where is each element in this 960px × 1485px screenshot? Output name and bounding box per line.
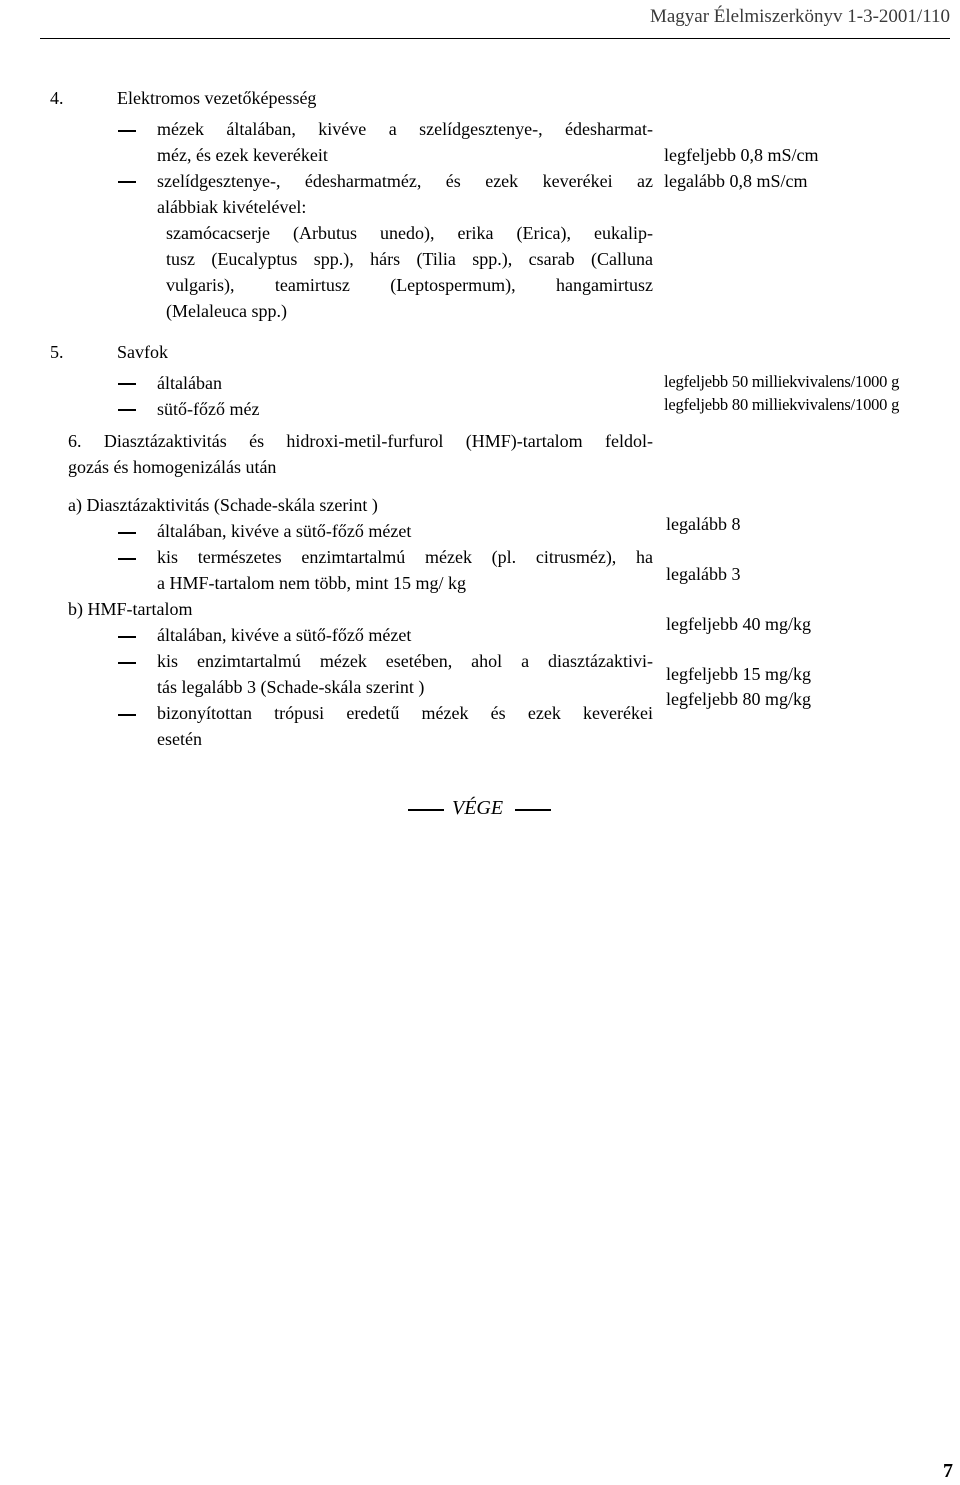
page-number: 7: [943, 1460, 953, 1482]
s6-a-title: a) Diasztázaktivitás (Schade-skála szerint ): [68, 495, 378, 515]
end-dash-right: [515, 809, 551, 811]
s6-b-value2: legfeljebb 15 mg/kg: [666, 664, 811, 684]
bullet-dash: [118, 383, 136, 385]
s4-item2-line1: szelídgesztenye-, édesharmatméz, és ezek keverékei az: [157, 171, 653, 191]
bullet-dash: [118, 714, 136, 716]
section-5-number: 5.: [50, 342, 64, 362]
s6-b-title: b) HMF-tartalom: [68, 599, 193, 619]
s6-a-item2-line1: kis természetes enzimtartalmú mézek (pl. citrusméz), ha: [157, 547, 653, 567]
s5-value2: legfeljebb 80 milliekvivalens/1000 g: [664, 395, 900, 414]
end-marker: VÉGE: [452, 797, 504, 819]
s6-b-item1: általában, kivéve a sütő-főző mézet: [157, 625, 412, 645]
s6-b-value3: legfeljebb 80 mg/kg: [666, 689, 811, 709]
s6-a-value1: legalább 8: [666, 514, 741, 534]
s4-item1-line2: méz, és ezek keverékeit: [157, 145, 328, 165]
s6-a-item2-line2: a HMF-tartalom nem több, mint 15 mg/ kg: [157, 573, 466, 593]
s4-exc-line2: tusz (Eucalyptus spp.), hárs (Tilia spp.), csarab (Calluna: [166, 249, 653, 269]
bullet-dash: [118, 181, 136, 183]
s4-exc-line1: szamócacserje (Arbutus unedo), erika (Erica), eukalip-: [166, 223, 653, 243]
s6-b-item2-line1: kis enzimtartalmú mézek esetében, ahol a diasztázaktivi-: [157, 651, 653, 671]
section-4-title: Elektromos vezetőképesség: [117, 88, 317, 108]
s6-a-value2: legalább 3: [666, 564, 741, 584]
bullet-dash: [118, 636, 136, 638]
s4-item1-line1: mézek általában, kivéve a szelídgesztenye-, édesharmat-: [157, 119, 653, 139]
bullet-dash: [118, 532, 136, 534]
section-5-title: Savfok: [117, 342, 168, 362]
s6-b-item3-line1: bizonyítottan trópusi eredetű mézek és ezek keverékei: [157, 703, 653, 723]
s4-item2-line2: alábbiak kivételével:: [157, 197, 307, 217]
s4-value1: legfeljebb 0,8 mS/cm: [664, 145, 819, 165]
bullet-dash: [118, 409, 136, 411]
page-header: Magyar Élelmiszerkönyv 1-3-2001/110: [649, 6, 950, 27]
s6-title-line2: gozás és homogenizálás után: [68, 457, 277, 477]
section-4-number: 4.: [50, 88, 64, 108]
s5-item2: sütő-főző méz: [157, 399, 260, 419]
bullet-dash: [118, 130, 136, 132]
s6-b-item3-line2: esetén: [157, 729, 202, 749]
end-dash-left: [408, 809, 444, 811]
s6-a-item1: általában, kivéve a sütő-főző mézet: [157, 521, 412, 541]
s6-b-item2-line2: tás legalább 3 (Schade-skála szerint ): [157, 677, 425, 697]
s6-title-line1: 6. Diasztázaktivitás és hidroxi-metil-furfurol (HMF)-tartalom feldol-: [68, 431, 653, 451]
s6-b-value1: legfeljebb 40 mg/kg: [666, 614, 811, 634]
s4-exc-line3: vulgaris), teamirtusz (Leptospermum), hangamirtusz: [166, 275, 653, 295]
s4-value2: legalább 0,8 mS/cm: [664, 171, 808, 191]
header-rule: [40, 38, 950, 39]
bullet-dash: [118, 662, 136, 664]
s5-item1: általában: [157, 373, 222, 393]
s4-exc-line4: (Melaleuca spp.): [166, 301, 287, 321]
s5-value1: legfeljebb 50 milliekvivalens/1000 g: [664, 372, 900, 391]
bullet-dash: [118, 558, 136, 560]
